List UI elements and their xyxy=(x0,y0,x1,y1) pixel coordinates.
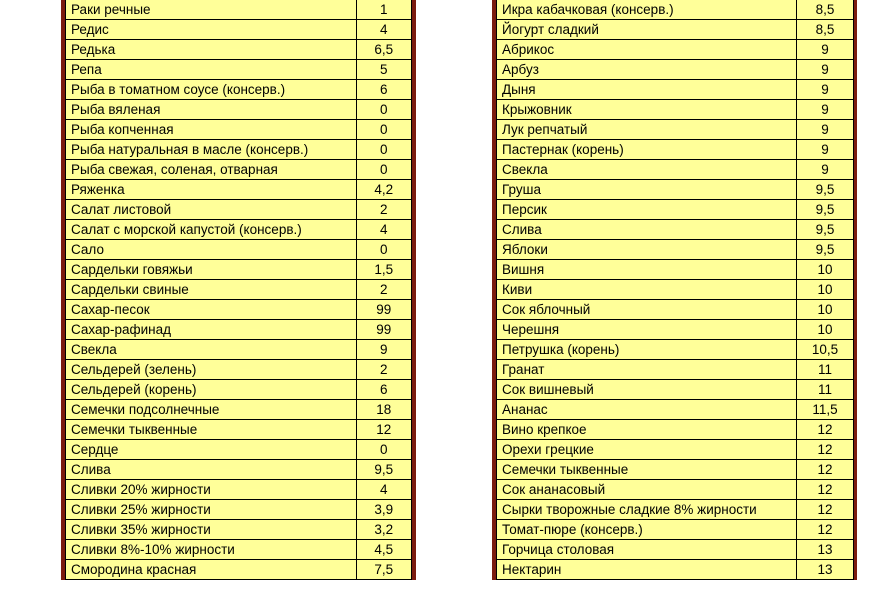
table-row xyxy=(497,120,854,140)
carb-value-cell: 4 xyxy=(356,20,411,40)
table-row xyxy=(66,160,412,180)
product-name-cell: Абрикос xyxy=(497,40,797,60)
product-name-cell: Вино крепкое xyxy=(497,420,797,440)
table-row xyxy=(497,480,854,500)
product-name-cell: Дыня xyxy=(497,80,797,100)
carb-value-cell: 0 xyxy=(356,440,411,460)
left-product-table xyxy=(65,0,412,580)
carb-value-cell: 4 xyxy=(356,480,411,500)
carb-value-cell: 0 xyxy=(356,140,411,160)
table-row xyxy=(497,60,854,80)
table-row xyxy=(66,180,412,200)
table-row xyxy=(497,540,854,560)
carb-value-cell: 12 xyxy=(797,500,854,520)
table-row xyxy=(66,320,412,340)
table-row xyxy=(497,280,854,300)
carb-value-cell: 99 xyxy=(356,320,411,340)
product-name-cell: Ряженка xyxy=(66,180,357,200)
carb-value-cell: 10 xyxy=(797,280,854,300)
right-table-body xyxy=(497,0,854,580)
right-product-table xyxy=(496,0,854,580)
table-row xyxy=(497,140,854,160)
product-name-cell: Сало xyxy=(66,240,357,260)
carb-value-cell: 4,2 xyxy=(356,180,411,200)
product-name-cell: Сок яблочный xyxy=(497,300,797,320)
carb-value-cell: 0 xyxy=(356,160,411,180)
table-row xyxy=(497,80,854,100)
carb-value-cell: 9,5 xyxy=(356,460,411,480)
carb-value-cell: 12 xyxy=(356,420,411,440)
table-row xyxy=(497,380,854,400)
table-row xyxy=(497,340,854,360)
table-row xyxy=(66,120,412,140)
carb-value-cell: 0 xyxy=(356,240,411,260)
table-row xyxy=(66,60,412,80)
carb-value-cell: 12 xyxy=(797,480,854,500)
table-row xyxy=(497,200,854,220)
carb-value-cell: 9 xyxy=(797,100,854,120)
product-name-cell: Сардельки свиные xyxy=(66,280,357,300)
carb-value-cell: 5 xyxy=(356,60,411,80)
carb-value-cell: 10 xyxy=(797,260,854,280)
table-row xyxy=(66,140,412,160)
table-row xyxy=(66,200,412,220)
table-row xyxy=(66,280,412,300)
table-row xyxy=(66,460,412,480)
table-row xyxy=(497,520,854,540)
table-row xyxy=(66,420,412,440)
table-row xyxy=(497,460,854,480)
table-row xyxy=(66,260,412,280)
table-row xyxy=(66,480,412,500)
carb-value-cell: 9 xyxy=(797,60,854,80)
table-row xyxy=(497,400,854,420)
product-name-cell: Крыжовник xyxy=(497,100,797,120)
carb-value-cell: 11 xyxy=(797,360,854,380)
carb-value-cell: 99 xyxy=(356,300,411,320)
table-row xyxy=(497,160,854,180)
table-row xyxy=(66,540,412,560)
product-name-cell: Слива xyxy=(497,220,797,240)
carb-value-cell: 11,5 xyxy=(797,400,854,420)
product-name-cell: Салат с морской капустой (консерв.) xyxy=(66,220,357,240)
table-row xyxy=(66,0,412,20)
carb-value-cell: 18 xyxy=(356,400,411,420)
product-name-cell: Сельдерей (зелень) xyxy=(66,360,357,380)
product-name-cell: Редис xyxy=(66,20,357,40)
table-row xyxy=(497,100,854,120)
product-name-cell: Груша xyxy=(497,180,797,200)
table-row xyxy=(497,300,854,320)
product-name-cell: Сок вишневый xyxy=(497,380,797,400)
carb-value-cell: 9,5 xyxy=(797,200,854,220)
table-row xyxy=(66,560,412,580)
table-row xyxy=(66,340,412,360)
product-name-cell: Салат листовой xyxy=(66,200,357,220)
carb-value-cell: 11 xyxy=(797,380,854,400)
product-name-cell: Сливки 8%-10% жирности xyxy=(66,540,357,560)
carb-value-cell: 7,5 xyxy=(356,560,411,580)
table-row xyxy=(66,380,412,400)
carb-value-cell: 12 xyxy=(797,520,854,540)
product-name-cell: Свекла xyxy=(497,160,797,180)
product-name-cell: Томат-пюре (консерв.) xyxy=(497,520,797,540)
product-name-cell: Рыба свежая, соленая, отварная xyxy=(66,160,357,180)
table-row xyxy=(66,100,412,120)
left-table-body xyxy=(66,0,412,580)
product-name-cell: Черешня xyxy=(497,320,797,340)
carb-value-cell: 8,5 xyxy=(797,0,854,20)
product-name-cell: Вишня xyxy=(497,260,797,280)
product-name-cell: Икра кабачковая (консерв.) xyxy=(497,0,797,20)
carb-value-cell: 6 xyxy=(356,80,411,100)
carb-value-cell: 2 xyxy=(356,200,411,220)
product-name-cell: Свекла xyxy=(66,340,357,360)
table-row xyxy=(497,260,854,280)
carb-value-cell: 12 xyxy=(797,440,854,460)
table-row xyxy=(66,360,412,380)
carb-value-cell: 12 xyxy=(797,420,854,440)
table-row xyxy=(497,320,854,340)
table-row xyxy=(66,440,412,460)
carb-value-cell: 1 xyxy=(356,0,411,20)
product-name-cell: Сахар-песок xyxy=(66,300,357,320)
product-name-cell: Редька xyxy=(66,40,357,60)
carb-value-cell: 9 xyxy=(356,340,411,360)
product-name-cell: Орехи грецкие xyxy=(497,440,797,460)
carb-value-cell: 3,9 xyxy=(356,500,411,520)
product-name-cell: Сливки 20% жирности xyxy=(66,480,357,500)
product-name-cell: Горчица столовая xyxy=(497,540,797,560)
product-name-cell: Семечки тыквенные xyxy=(497,460,797,480)
product-name-cell: Петрушка (корень) xyxy=(497,340,797,360)
table-row xyxy=(66,520,412,540)
right-table-container xyxy=(492,0,857,580)
product-name-cell: Сырки творожные сладкие 8% жирности xyxy=(497,500,797,520)
carb-value-cell: 2 xyxy=(356,280,411,300)
carb-value-cell: 9,5 xyxy=(797,180,854,200)
carb-value-cell: 1,5 xyxy=(356,260,411,280)
carb-value-cell: 3,2 xyxy=(356,520,411,540)
carb-value-cell: 9 xyxy=(797,160,854,180)
product-name-cell: Сельдерей (корень) xyxy=(66,380,357,400)
table-row xyxy=(497,220,854,240)
carb-value-cell: 9 xyxy=(797,120,854,140)
product-name-cell: Рыба вяленая xyxy=(66,100,357,120)
carb-value-cell: 12 xyxy=(797,460,854,480)
product-name-cell: Сливки 35% жирности xyxy=(66,520,357,540)
table-row xyxy=(497,360,854,380)
carb-value-cell: 10,5 xyxy=(797,340,854,360)
carb-value-cell: 0 xyxy=(356,100,411,120)
carb-value-cell: 0 xyxy=(356,120,411,140)
product-name-cell: Семечки подсолнечные xyxy=(66,400,357,420)
carb-value-cell: 13 xyxy=(797,560,854,580)
product-name-cell: Сахар-рафинад xyxy=(66,320,357,340)
product-name-cell: Киви xyxy=(497,280,797,300)
product-name-cell: Ананас xyxy=(497,400,797,420)
product-name-cell: Яблоки xyxy=(497,240,797,260)
table-row xyxy=(66,40,412,60)
carb-value-cell: 6 xyxy=(356,380,411,400)
table-row xyxy=(497,40,854,60)
product-name-cell: Арбуз xyxy=(497,60,797,80)
table-row xyxy=(497,560,854,580)
carb-value-cell: 9,5 xyxy=(797,240,854,260)
product-name-cell: Рыба в томатном соусе (консерв.) xyxy=(66,80,357,100)
table-row xyxy=(497,180,854,200)
product-name-cell: Раки речные xyxy=(66,0,357,20)
carb-value-cell: 9 xyxy=(797,80,854,100)
carb-value-cell: 4 xyxy=(356,220,411,240)
carb-value-cell: 13 xyxy=(797,540,854,560)
carb-value-cell: 10 xyxy=(797,320,854,340)
left-table-container xyxy=(61,0,416,580)
product-name-cell: Йогурт сладкий xyxy=(497,20,797,40)
product-name-cell: Пастернак (корень) xyxy=(497,140,797,160)
product-name-cell: Сок ананасовый xyxy=(497,480,797,500)
table-row xyxy=(497,20,854,40)
table-row xyxy=(66,240,412,260)
product-name-cell: Нектарин xyxy=(497,560,797,580)
table-row xyxy=(497,420,854,440)
product-name-cell: Репа xyxy=(66,60,357,80)
carb-value-cell: 2 xyxy=(356,360,411,380)
product-name-cell: Рыба натуральная в масле (консерв.) xyxy=(66,140,357,160)
table-row xyxy=(497,0,854,20)
product-name-cell: Семечки тыквенные xyxy=(66,420,357,440)
table-row xyxy=(497,500,854,520)
product-name-cell: Лук репчатый xyxy=(497,120,797,140)
product-name-cell: Смородина красная xyxy=(66,560,357,580)
carb-value-cell: 8,5 xyxy=(797,20,854,40)
table-row xyxy=(66,220,412,240)
carb-value-cell: 9 xyxy=(797,140,854,160)
product-name-cell: Персик xyxy=(497,200,797,220)
carb-value-cell: 9 xyxy=(797,40,854,60)
table-row xyxy=(66,300,412,320)
table-row xyxy=(66,400,412,420)
product-name-cell: Слива xyxy=(66,460,357,480)
table-row xyxy=(66,500,412,520)
carb-value-cell: 10 xyxy=(797,300,854,320)
product-name-cell: Гранат xyxy=(497,360,797,380)
carb-value-cell: 6,5 xyxy=(356,40,411,60)
table-row xyxy=(497,440,854,460)
product-name-cell: Сливки 25% жирности xyxy=(66,500,357,520)
table-row xyxy=(66,20,412,40)
table-row xyxy=(497,240,854,260)
product-name-cell: Сердце xyxy=(66,440,357,460)
carb-value-cell: 9,5 xyxy=(797,220,854,240)
product-name-cell: Рыба копченная xyxy=(66,120,357,140)
carb-value-cell: 4,5 xyxy=(356,540,411,560)
product-name-cell: Сардельки говяжьи xyxy=(66,260,357,280)
table-row xyxy=(66,80,412,100)
